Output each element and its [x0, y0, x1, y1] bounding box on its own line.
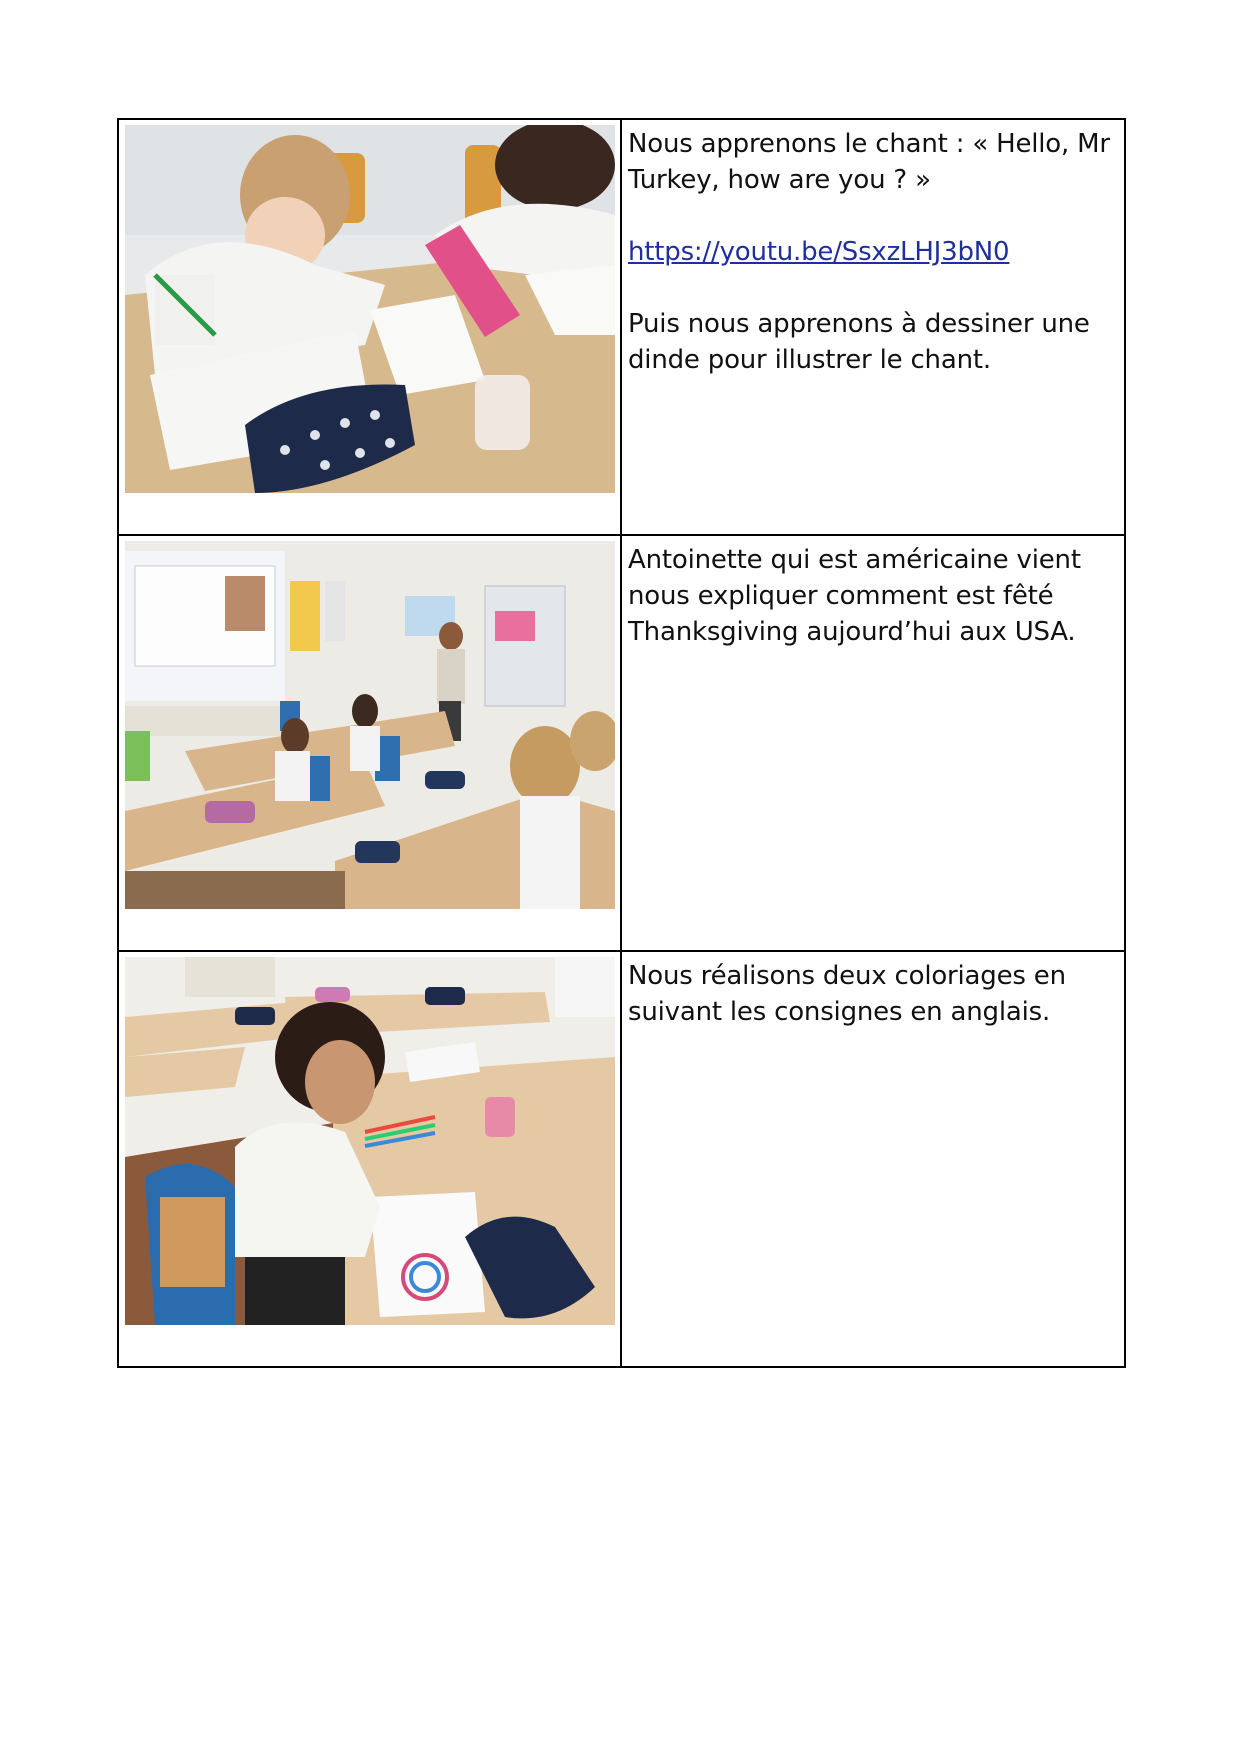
text-cell [621, 119, 1125, 535]
youtube-link[interactable]: https://youtu.be/SsxzLHJ3bN0 [628, 237, 1010, 267]
photo-cell [118, 119, 621, 535]
photo-cell [118, 951, 621, 1367]
paragraph-coloring: Nous réalisons deux coloriages en suivant les consignes en anglais. [628, 961, 1066, 1027]
paragraph-thanksgiving: Antoinette qui est américaine vient nous expliquer comment est fêté Thanksgiving aujourd’hui aux USA. [628, 545, 1081, 647]
photo-children-drawing [125, 125, 615, 493]
activity-table [117, 118, 1126, 1368]
photo-classroom-presentation [125, 541, 615, 909]
photo-child-coloring [125, 957, 615, 1325]
photo-cell [118, 535, 621, 951]
table-row [118, 119, 1125, 535]
table-row [118, 535, 1125, 951]
paragraph-drawing: Puis nous apprenons à dessiner une dinde pour illustrer le chant. [628, 309, 1090, 375]
text-cell [621, 951, 1125, 1367]
text-cell [621, 535, 1125, 951]
paragraph-song: Nous apprenons le chant : « Hello, Mr Turkey, how are you ? » [628, 129, 1110, 195]
table-row [118, 951, 1125, 1367]
